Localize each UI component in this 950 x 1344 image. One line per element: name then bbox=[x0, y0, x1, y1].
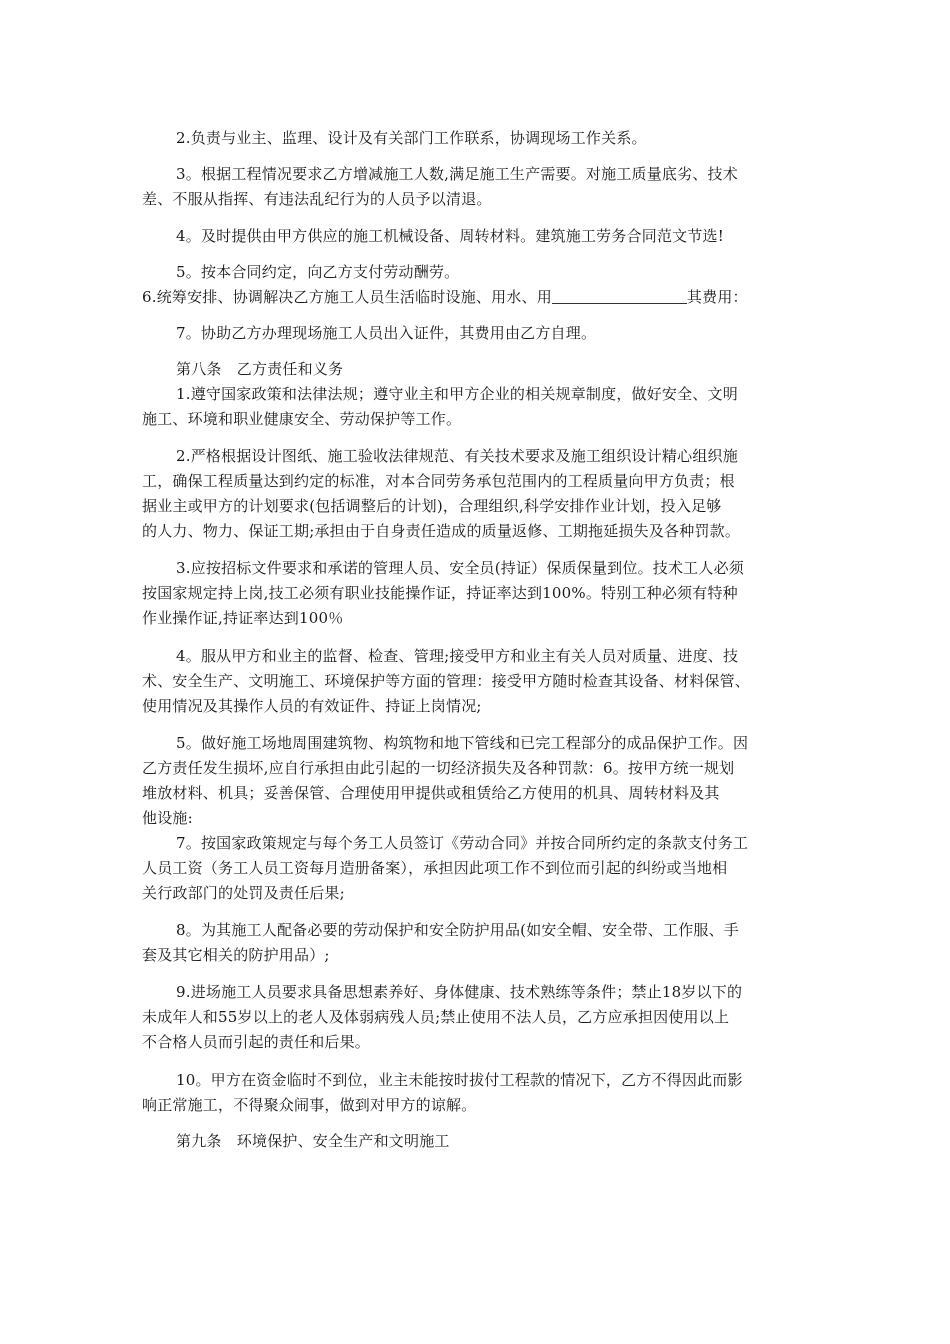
text-line: 差、不服从指挥、有违法乱纪行为的人员予以清退。 bbox=[142, 190, 492, 208]
text-line: 4。及时提供由甲方供应的施工机械设备、周转材料。建筑施工劳务合同范文节选! bbox=[176, 227, 724, 245]
text-line: 8。为其施工人配备必要的劳动保护和安全防护用品(如安全帽、安全带、工作服、手 bbox=[176, 921, 739, 939]
paragraph-8-9 bbox=[142, 980, 812, 1055]
paragraph-8-10 bbox=[142, 1068, 812, 1118]
paragraph-7-2 bbox=[142, 126, 812, 151]
paragraph-8-2 bbox=[142, 444, 812, 544]
text-after-blank: 其费用： bbox=[686, 288, 748, 306]
text-line: 3。根据工程情况要求乙方增减施工人数,满足施工生产需要。对施工质量底劣、技术 bbox=[176, 165, 738, 183]
text-line: 术、安全生产、文明施工、环境保护等方面的管理：接受甲方随时检查其设备、材料保管、 bbox=[142, 672, 751, 690]
paragraph-7-7 bbox=[142, 321, 812, 346]
paragraph-8-4 bbox=[142, 644, 812, 719]
heading-text: 第九条 环境保护、安全生产和文明施工 bbox=[176, 1132, 450, 1150]
text-line: 工，确保工程质量达到约定的标准，对本合同劳务承包范围内的工程质量向甲方负责；根 bbox=[142, 472, 735, 490]
text-line: 3.应按招标文件要求和承诺的管理人员、安全员(持证）保质保量到位。技术工人必须 bbox=[176, 559, 744, 577]
paragraph-8-3 bbox=[142, 556, 812, 631]
text-line: 人员工资（务工人员工资每月造册备案），承担因此项工作不到位而引起的纠纷或当地相 bbox=[142, 859, 728, 877]
text-line: 2.负责与业主、监理、设计及有关部门工作联系，协调现场工作关系。 bbox=[176, 129, 647, 147]
text-line: 堆放材料、机具；妥善保管、合理使用甲提供或租赁给乙方使用的机具、周转材料及其 bbox=[142, 784, 720, 802]
text-line: 4。服从甲方和业主的监督、检查、管理;接受甲方和业主有关人员对质量、进度、技 bbox=[176, 647, 739, 665]
text-line: 据业主或甲方的计划要求(包括调整后的计划)，合理组织,科学安排作业计划，投入足够 bbox=[142, 497, 722, 515]
text-before-blank: 6.统筹安排、协调解决乙方施工人员生活临时设施、用水、用 bbox=[142, 288, 552, 306]
paragraph-7-3 bbox=[142, 162, 812, 212]
text-line bbox=[142, 285, 812, 310]
text-line: 乙方责任发生损坏,应自行承担由此引起的一切经济损失及各种罚款：6。按甲方统一规划 bbox=[142, 759, 735, 777]
text-line: 套及其它相关的防护用品）; bbox=[142, 946, 330, 964]
text-line: 10。甲方在资金临时不到位，业主未能按时拔付工程款的情况下，乙方不得因此而影 bbox=[176, 1071, 743, 1089]
paragraph-8-8 bbox=[142, 918, 812, 968]
text-line: 不合格人员而引起的责任和后果。 bbox=[142, 1033, 371, 1051]
text-line: 未成年人和55岁以上的老人及体弱病残人员;禁止使用不法人员，乙方应承担因使用以上 bbox=[142, 1008, 730, 1026]
text-line: 响正常施工，不得聚众闹事，做到对甲方的谅解。 bbox=[142, 1096, 477, 1114]
heading-text: 第八条 乙方责任和义务 bbox=[176, 360, 344, 378]
text-line: 使用情况及其操作人员的有效证件、持证上岗情况; bbox=[142, 697, 482, 715]
text-line: 1.遵守国家政策和法律法规；遵守业主和甲方企业的相关规章制度，做好安全、文明 bbox=[176, 385, 738, 403]
fill-in-blank bbox=[552, 287, 687, 304]
text-line: 的人力、物力、保证工期;承担由于自身责任造成的质量返修、工期拖延损失及各种罚款。 bbox=[142, 522, 741, 540]
paragraph-7-5 bbox=[142, 260, 812, 285]
text-line: 他设施: bbox=[142, 809, 193, 827]
paragraph-7-6 bbox=[142, 285, 812, 310]
text-line: 7。按国家政策规定与每个务工人员签订《劳动合同》并按合同所约定的条款支付务工 bbox=[176, 834, 749, 852]
text-line: 按国家规定持上岗,技工必须有职业技能操作证，持证率达到100%。特别工种必须有特种 bbox=[142, 584, 738, 602]
text-line: 关行政部门的处罚及责任后果; bbox=[142, 884, 345, 902]
paragraph-7-4 bbox=[142, 224, 812, 249]
text-line: 9.进场施工人员要求具备思想素养好、身体健康、技术熟练等条件；禁止18岁以下的 bbox=[176, 983, 743, 1001]
text-line: 5。按本合同约定，向乙方支付劳动酬劳。 bbox=[176, 263, 460, 281]
text-line: 7。协助乙方办理现场施工人员出入证件，其费用由乙方自理。 bbox=[176, 324, 597, 342]
section-heading-article-8 bbox=[142, 357, 812, 382]
text-line: 2.严格根据设计图纸、施工验收法律规范、有关技术要求及施工组织设计精心组织施 bbox=[176, 447, 738, 465]
paragraph-8-1 bbox=[142, 382, 812, 432]
text-line: 施工、环境和职业健康安全、劳动保护等工作。 bbox=[142, 410, 462, 428]
paragraph-8-5 bbox=[142, 731, 812, 831]
section-heading-article-9 bbox=[142, 1129, 812, 1154]
text-line: 5。做好施工场地周围建筑物、构筑物和地下管线和已完工程部分的成品保护工作。因 bbox=[176, 734, 749, 752]
paragraph-8-7 bbox=[142, 831, 812, 906]
text-line: 作业操作证,持证率达到100％ bbox=[142, 609, 344, 627]
